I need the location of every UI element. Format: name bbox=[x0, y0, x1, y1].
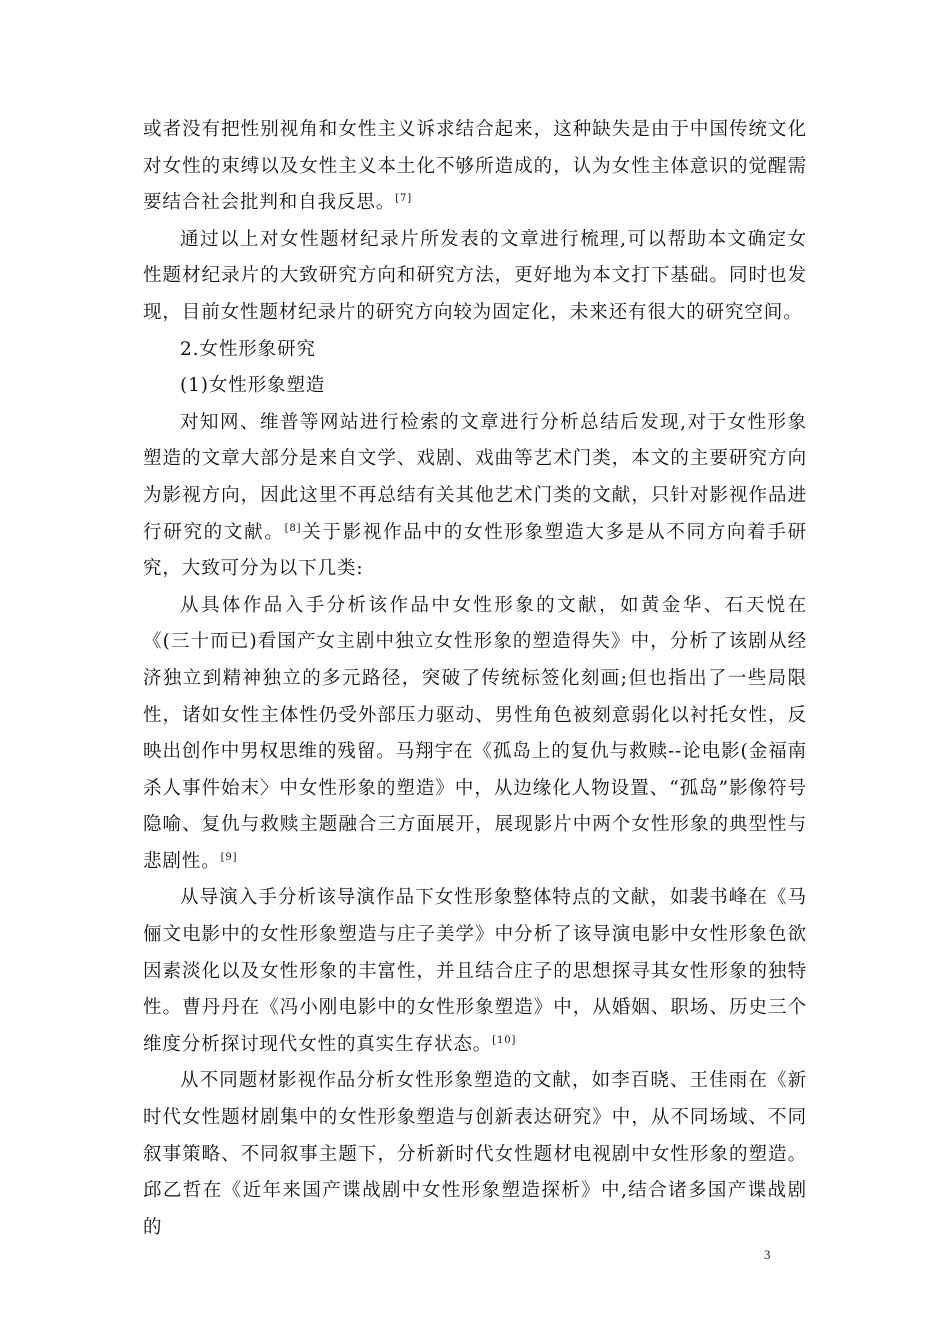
citation-10: [10] bbox=[492, 1034, 517, 1046]
section-heading: 2.女性形象研究 bbox=[180, 338, 316, 360]
paragraph-text: 从具体作品入手分析该作品中女性形象的文献，如黄金华、石天悦在《(三十而已)看国产女主剧中独立女性形象的塑造得失》中，分析了该剧从经济独立到精神独立的多元路径，突破了传统标签化刻画;但也指出了一些局限性，诸如女性主体性仍受外部压力驱动、男性角色被刻意弱化以衬托女性，反映出创作中男权思维的残留。马翔宇在《孤岛上的复仇与救赎--论电影(金福南杀人事件始末〉中女性形象的塑造》中，从边缘化人物设置、“孤岛”影像符号隐喻、复仇与救赎主题融合三方面展开，展现影片中两个女性形象的典型性与悲剧性。 bbox=[143, 594, 807, 872]
paragraph-text: 从不同题材影视作品分析女性形象塑造的文献，如李百晓、王佳雨在《新时代女性题材剧集中的女性形象塑造与创新表达研究》中，从不同场域、不同叙事策略、不同叙事主题下，分析新时代女性题材电视剧中女性形象的塑造。邱乙哲在《近年来国产谍战剧中女性形象塑造探析》中,结合诸多国产谍战剧的 bbox=[143, 1070, 807, 1238]
paragraph-text: 从导演入手分析该导演作品下女性形象整体特点的文献，如裴书峰在《马俪文电影中的女性形象塑造与庄子美学》中分析了该导演电影中女性形象色欲因素淡化以及女性形象的丰富性，并且结合庄子的思想探寻其女性形象的独特性。曹丹丹在《冯小刚电影中的女性形象塑造》中，从婚姻、职场、历史三个维度分析探讨现代女性的真实生存状态。 bbox=[143, 887, 807, 1055]
citation-7: [7] bbox=[395, 193, 413, 205]
page-number: 3 bbox=[764, 1247, 771, 1262]
citation-9: [9] bbox=[220, 851, 238, 863]
paragraph-directors bbox=[143, 880, 807, 1063]
paragraph-summary bbox=[143, 222, 807, 332]
paragraph-continuation bbox=[143, 112, 807, 222]
paragraph-text: 对知网、维普等网站进行检索的文章进行分析总结后发现,对于女性形象塑造的文章大部分是来自文学、戏剧、戏曲等艺术门类，本文的主要研究方向为影视方向，因此这里不再总结有关其他艺术门类的文献，只针对影视作品进行研究的文献。 bbox=[143, 411, 807, 543]
paragraph-text: 或者没有把性别视角和女性主义诉求结合起来，这种缺失是由于中国传统文化对女性的束缚以及女性主义本土化不够所造成的，认为女性主体意识的觉醒需要结合社会批判和自我反思。 bbox=[143, 119, 807, 214]
paragraph-text: 通过以上对女性题材纪录片所发表的文章进行梳理,可以帮助本文确定女性题材纪录片的大致研究方向和研究方法，更好地为本文打下基础。同时也发现，目前女性题材纪录片的研究方向较为固定化，未来还有很大的研究空间。 bbox=[143, 228, 807, 323]
paragraph-works bbox=[143, 588, 807, 881]
citation-8: [8] bbox=[284, 522, 302, 534]
paragraph-text-continued: 关于影视作品中的女性形象塑造大多是从不同方向着手研究，大致可分为以下几类: bbox=[143, 521, 807, 580]
paragraph-themes bbox=[143, 1063, 807, 1246]
subsection-heading: (1)女性形象塑造 bbox=[180, 375, 326, 397]
body-text bbox=[143, 112, 807, 1246]
paragraph-intro bbox=[143, 405, 807, 588]
